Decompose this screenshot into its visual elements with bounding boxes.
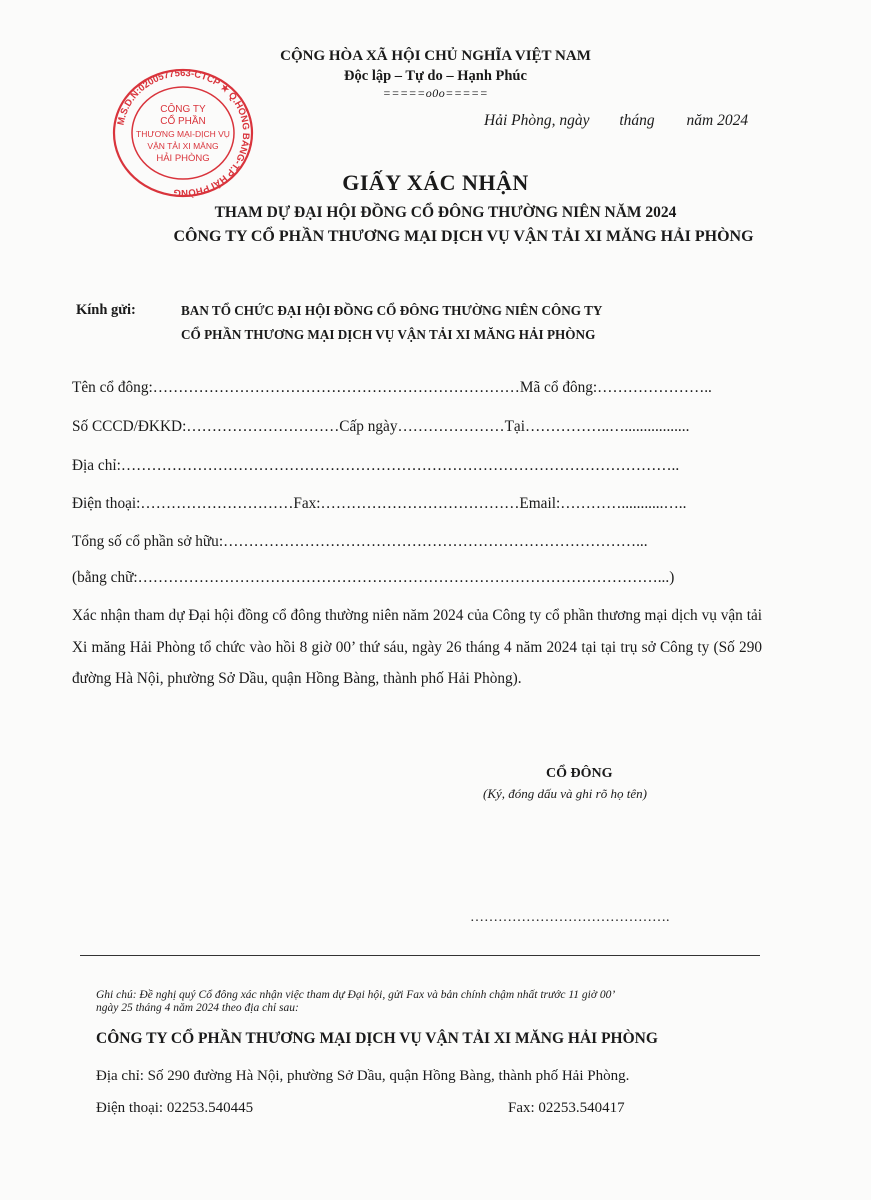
recipient-line-2: CỔ PHẦN THƯƠNG MẠI DỊCH VỤ VẬN TẢI XI MĂNG HẢI PHÒNG <box>181 327 596 342</box>
seal-line-5: HẢI PHÒNG <box>156 153 210 164</box>
seal-line-2: CỔ PHẦN <box>160 116 206 127</box>
header-divider: =====o0o===== <box>382 86 489 100</box>
month-label: tháng <box>619 112 655 129</box>
seal-line-4: VẬN TẢI XI MĂNG <box>147 141 219 151</box>
document-subtitle-2: CÔNG TY CỔ PHẦN THƯƠNG MẠI DỊCH VỤ VẬN TẢI XI MĂNG HẢI PHÒNG <box>173 228 754 245</box>
seal-line-3: THƯƠNG MẠI-DỊCH VỤ <box>136 129 230 139</box>
recipient-label: Kính gửi: <box>76 302 136 318</box>
footer-fax: Fax: 02253.540417 <box>508 1100 625 1116</box>
recipient-line-1: BAN TỔ CHỨC ĐẠI HỘI ĐỒNG CỔ ĐÔNG THƯỜNG NIÊN CÔNG TY <box>181 303 603 318</box>
seal-line-1: CÔNG TY <box>160 104 206 115</box>
footer-note-2: ngày 25 tháng 4 năm 2024 theo địa chỉ sau: <box>96 1002 299 1014</box>
total-shares-field[interactable]: Tổng số cổ phần sở hữu:………………………………………………………………………... <box>72 533 648 550</box>
place-label: Hải Phòng, ngày <box>484 112 590 129</box>
national-motto: Độc lập – Tự do – Hạnh Phúc <box>344 68 527 84</box>
footer-note-1: Ghi chú: Đề nghị quý Cổ đông xác nhận việc tham dự Đại hội, gửi Fax và bản chính chậm nhất trước 11 giờ 00’ <box>96 989 616 1001</box>
shares-in-words-field[interactable]: (bằng chữ:…………………………………………………………………………………………...) <box>72 569 675 586</box>
signature-line[interactable]: ……………………………………. <box>470 910 670 925</box>
footer-divider <box>80 955 760 956</box>
footer-phone: Điện thoại: 02253.540445 <box>96 1100 254 1116</box>
document-title: GIẤY XÁC NHẬN <box>342 170 529 195</box>
year-label: năm 2024 <box>686 112 749 129</box>
id-number-field[interactable]: Số CCCD/ĐKKD:…………………………Cấp ngày…………………Tại……………..…................. <box>72 418 690 435</box>
shareholder-name-field[interactable]: Tên cổ đông:………………………………………………………………Mã cổ đông:………………….. <box>72 379 712 396</box>
confirmation-paragraph: Xác nhận tham dự Đại hội đồng cổ đông thường niên năm 2024 của Công ty cổ phần thương mại dịch vụ vận tải Xi măng Hải Phòng tổ chức vào hồi 8 giờ 00’ thứ sáu, ngày 26 tháng 4 năm 2024 tại tại trụ sở Công ty (Số 290 đường Hà Nội, phường Sở Dầu, quận Hồng Bàng, thành phố Hải Phòng). <box>72 607 762 687</box>
seal-outer-text: M.S.D.N:0200577563-CTCP ★ Q.HỒNG BÀNG-T.P HẢI PHÒNG <box>115 68 252 198</box>
contact-field[interactable]: Điện thoại:…………………………Fax:…………………………………Email:…………...........….. <box>72 495 687 512</box>
country-name: CỘNG HÒA XÃ HỘI CHỦ NGHĨA VIỆT NAM <box>280 48 591 64</box>
signature-note: (Ký, đóng dấu và ghi rõ họ tên) <box>483 786 647 801</box>
footer-address: Địa chỉ: Số 290 đường Hà Nội, phường Sở Dầu, quận Hồng Bàng, thành phố Hải Phòng. <box>96 1068 630 1084</box>
signature-title: CỔ ĐÔNG <box>546 766 613 781</box>
document-subtitle-1: THAM DỰ ĐẠI HỘI ĐỒNG CỔ ĐÔNG THƯỜNG NIÊN NĂM 2024 <box>214 204 677 221</box>
footer-company: CÔNG TY CỔ PHẦN THƯƠNG MẠI DỊCH VỤ VẬN TẢI XI MĂNG HẢI PHÒNG <box>96 1030 658 1047</box>
address-field[interactable]: Địa chỉ:……………………………………………………………………………………………….. <box>72 457 680 474</box>
place-date <box>484 112 748 130</box>
